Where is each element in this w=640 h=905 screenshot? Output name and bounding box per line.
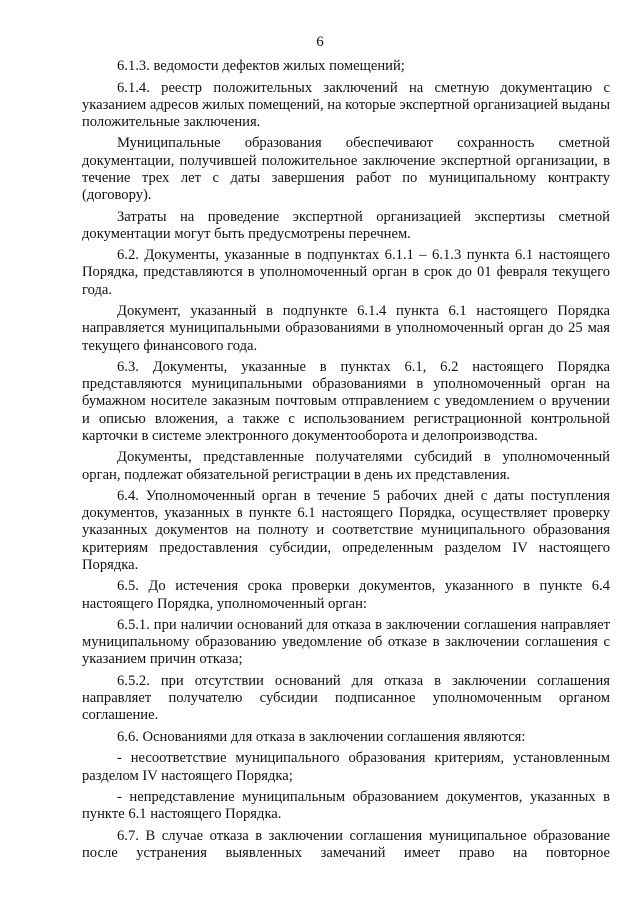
paragraph-estimate-storage: Муниципальные образования обеспечивают сохранность сметной документации, получившей положительное заключение экспертной организации, в течение трех лет с даты завершения работ по муниципальному контракту (договору). (82, 135, 610, 204)
paragraph-expertise-costs: Затраты на проведение экспертной организацией экспертизы сметной документации могут быть предусмотрены перечнем. (82, 208, 610, 242)
paragraph-document-6-1-4: Документ, указанный в подпункте 6.1.4 пункта 6.1 настоящего Порядка направляется муниципальными образованиями в уполномоченный орган до 25 мая текущего финансового года. (82, 303, 610, 354)
paragraph-6-5: 6.5. До истечения срока проверки документов, указанного в пункте 6.4 настоящего Порядка, уполномоченный орган: (82, 578, 610, 612)
paragraph-6-6: 6.6. Основаниями для отказа в заключении соглашения являются: (117, 728, 526, 745)
paragraph-6-1-4: 6.1.4. реестр положительных заключений на сметную документацию с указанием адресов жилых помещений, на которые экспертной организацией выданы положительные заключения. (82, 79, 610, 130)
paragraph-refusal-documents: - непредставление муниципальным образованием документов, указанных в пункте 6.1 настоящего Порядка. (82, 789, 610, 823)
paragraph-6-3: 6.3. Документы, указанные в пунктах 6.1, 6.2 настоящего Порядка представляются муниципальными образованиями в уполномоченный орган на бумажном носителе заказным почтовым отправлением с уведомлением о вручении и описью вложения, а также с использованием регистрационной контрольной карточки в системе электронного документооборота и делопроизводства. (82, 359, 610, 444)
paragraph-6-5-2: 6.5.2. при отсутствии оснований для отказа в заключении соглашения направляет получателю субсидии подписанное уполномоченным органом соглашение. (82, 672, 610, 724)
paragraph-6-2: 6.2. Документы, указанные в подпунктах 6.1.1 – 6.1.3 пункта 6.1 настоящего Порядка, представляются в уполномоченный орган в срок до 01 февраля текущего года. (82, 247, 610, 298)
page-number: 6 (316, 34, 324, 50)
paragraph-registration: Документы, представленные получателями субсидий в уполномоченный орган, подлежат обязательной регистрации в день их представления. (82, 449, 610, 483)
paragraph-6-1-3: 6.1.3. ведомости дефектов жилых помещений; (117, 58, 405, 74)
document-body (82, 58, 610, 866)
paragraph-6-4: 6.4. Уполномоченный орган в течение 5 рабочих дней с даты поступления документов, указанных в пункте 6.1 настоящего Порядка, осуществляет проверку указанных документов на полноту и соответствие муниципального образования критериям предоставления субсидии, определенным разделом IV настоящего Порядка. (82, 488, 610, 573)
paragraph-refusal-criteria: - несоответствие муниципального образования критериям, установленным разделом IV настоящего Порядка; (82, 750, 610, 784)
paragraph-6-5-1: 6.5.1. при наличии оснований для отказа в заключении соглашения направляет муниципальному образованию уведомление об отказе в заключении соглашения с указанием причин отказа; (82, 617, 610, 668)
paragraph-6-7: 6.7. В случае отказа в заключении соглашения муниципальное образование после устранения выявленных замечаний имеет право на повторное (82, 827, 610, 861)
